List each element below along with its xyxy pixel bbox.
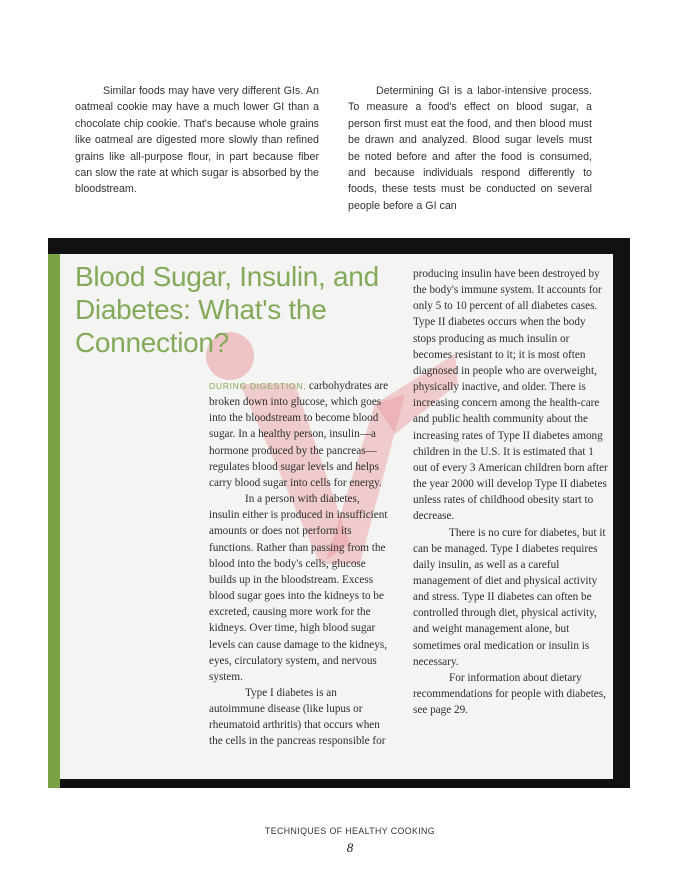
running-footer: TECHNIQUES OF HEALTHY COOKING [264, 826, 436, 836]
sidebar-panel [60, 254, 613, 779]
intro-paragraph-left: Similar foods may have very different GIs. An oatmeal cookie may have a much lower GI than a chocolate chip cookie. That's because whole grains like oatmeal are digested more slowly than refined grains like all-purpose flour, in part because fiber can slow the rate at which sugar is absorbed by the bloodstream. [75, 85, 319, 196]
sidebar-paragraph: For information about dietary recommendations for people with diabetes, see page 29. [413, 671, 606, 717]
sidebar-paragraph: There is no cure for diabetes, but it can be managed. Type I diabetes requires daily insulin, as well as a careful management of diet and physical activity and stress. Type II diabetes can often be controlled through diet, physical activity, and weight management alone, but sometimes oral medication or insulin is necessary. [413, 526, 606, 668]
sidebar-column-2 [413, 266, 609, 718]
lead-in-text: DURING DIGESTION, [209, 381, 307, 391]
sidebar-paragraph: In a person with diabetes, insulin either is produced in insufficient amounts or does not perform its functions. Rather than passing from the blood into the body's cells, glucose builds up in the bloodstream. Excess blood sugar goes into the kidneys to be excreted, causing more work for the kidneys. Over time, high blood sugar levels can cause damage to the kidneys, eyes, circulatory system, and nervous system. [209, 493, 388, 683]
intro-column-left [75, 83, 319, 198]
intro-column-right [348, 83, 592, 214]
sidebar-paragraph: Type I diabetes is an autoimmune disease (like lupus or rheumatoid arthritis) that occurs when the cells in the pancreas responsible for [209, 686, 386, 748]
page-number: 8 [346, 840, 354, 855]
sidebar-accent-bar [48, 254, 60, 788]
sidebar-paragraph: producing insulin have been destroyed by the body's immune system. It accounts for only 5 to 10 percent of all diabetes cases. Type II diabetes occurs when the body stops producing as much insulin or becomes resistant to it; it is most often diagnosed in people who are overweight, physically inactive, and older. There is increasing concern among the health-care and public health community about the increasing rates of Type II diabetes among children in the U.S. It is estimated that 1 out of every 3 American children born after the year 2000 will develop Type II diabetes unless rates of childhood obesity start to decrease. [413, 268, 608, 523]
sidebar-column-1 [209, 378, 389, 750]
intro-paragraph-right: Determining GI is a labor-intensive process. To measure a food's effect on blood sugar, a person first must eat the food, and then blood must be drawn and analyzed. Blood sugar levels must be noted before and after the food is consumed, and because individuals respond differently to foods, these tests must be conducted on several people before a GI can [348, 85, 592, 212]
sidebar-paragraph [209, 378, 389, 491]
sidebar-heading: Blood Sugar, Insulin, and Diabetes: What's the Connection? [75, 261, 379, 358]
sidebar-paragraph-text: carbohydrates are broken down into glucose, which goes into the bloodstream to become blood sugar. In a healthy person, insulin—a hormone produced by the pancreas—regulates blood sugar levels and helps carry blood sugar into cells for energy. [209, 380, 389, 489]
